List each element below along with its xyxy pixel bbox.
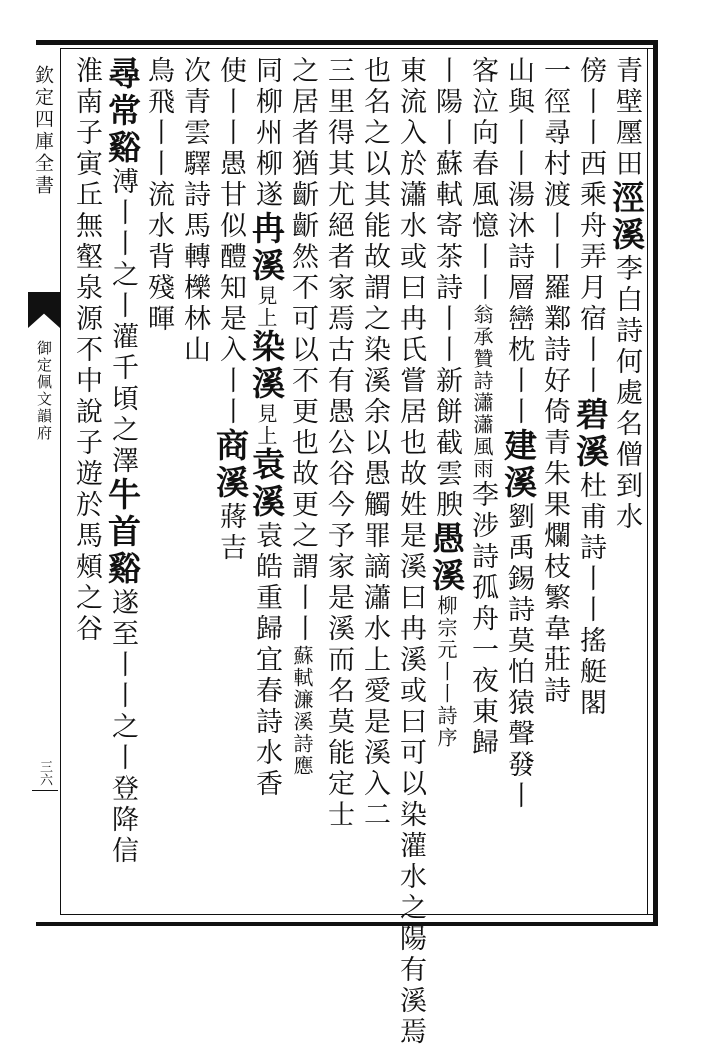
text-segment: 見上 bbox=[254, 285, 278, 329]
entry-heading: 愚溪 bbox=[427, 521, 466, 595]
text-segment: 丨陽丨蘇軾寄茶詩丨丨新餅截雲腴 bbox=[431, 56, 462, 521]
text-segment: 鳥飛丨丨流水背殘暉 bbox=[143, 56, 174, 335]
entry-heading: 建溪 bbox=[499, 428, 538, 502]
frame-top-rule bbox=[36, 40, 658, 45]
entry-heading: 涇溪 bbox=[607, 180, 646, 254]
text-segment: 見上 bbox=[254, 403, 278, 447]
text-segment: 客泣向春風憶丨丨 bbox=[467, 56, 498, 304]
entry-heading: 商溪 bbox=[211, 428, 250, 502]
frame-right-rule bbox=[653, 40, 658, 926]
text-segment: 青 bbox=[611, 56, 642, 87]
text-segment: 西乘舟弄月宿丨丨 bbox=[575, 149, 606, 397]
text-segment: 李涉詩孤舟一夜東歸 bbox=[467, 480, 498, 759]
text-segment: 中說子遊於馬頰之谷 bbox=[71, 366, 102, 645]
text-segment: 東流入於瀟水或曰冉氏嘗居也故姓是溪曰冉溪或曰可以染 bbox=[395, 56, 426, 831]
text-segment: 之居者猶齗齗然不可以不更也故更之謂丨丨 bbox=[287, 56, 318, 645]
frame-gutter-rule bbox=[60, 48, 61, 915]
text-segment: 同柳州柳 bbox=[251, 56, 282, 180]
frame-top-inner-rule bbox=[60, 48, 658, 49]
text-segment: 使丨丨愚 bbox=[215, 56, 246, 180]
entry-heading: 染溪 bbox=[247, 329, 286, 403]
text-segment: 㕓田 bbox=[611, 118, 642, 180]
text-segment: 甘似醴知是入丨丨 bbox=[215, 180, 246, 428]
text-segment: 翁承贊詩瀟瀟風雨 bbox=[470, 304, 494, 480]
text-segment: 袁皓重歸宜春詩水香 bbox=[251, 521, 282, 800]
frame-bottom-rule bbox=[36, 922, 658, 926]
text-segment: 壁 bbox=[611, 87, 642, 118]
text-segment: 蘇軾濂溪詩應 bbox=[290, 645, 314, 777]
text-segment: 朱果爛枝繁韋莊詩 bbox=[539, 459, 570, 707]
text-segment: 山與丨丨湯沐詩層巒枕丨丨 bbox=[503, 56, 534, 428]
text-segment: 杜甫詩丨丨搖艇閣 bbox=[575, 471, 606, 719]
text-segment: 三里得其尤絕者家焉古有愚公谷今予家是溪而名莫能定士 bbox=[323, 56, 354, 831]
text-segment: 也名之以其能故謂之染溪余以愚觸罪謫瀟水上愛是溪入二 bbox=[359, 56, 390, 831]
folio-number: 三六 bbox=[37, 760, 52, 786]
text-segment: 溥丨丨之丨灌千頃之澤 bbox=[107, 167, 138, 477]
text-segment: 次青雲驛詩馬轉櫟林山 bbox=[179, 56, 210, 366]
text-segment: 遂 bbox=[251, 180, 282, 211]
text-segment: 遂至丨丨之丨登降信 bbox=[107, 588, 138, 867]
text-segment: 蔣吉 bbox=[215, 502, 246, 564]
text-segment: 傍丨丨 bbox=[575, 56, 606, 149]
text-segment: 一徑尋村渡丨丨羅鄴詩好倚青 bbox=[539, 56, 570, 459]
folio-rule bbox=[32, 790, 58, 791]
text-segment: 劉禹錫詩莫怕猿聲發丨 bbox=[503, 502, 534, 812]
entry-heading: 袁溪 bbox=[247, 447, 286, 521]
entry-heading: 牛首谿 bbox=[103, 477, 142, 588]
text-segment: 淮南子寅丘無壑泉源不 bbox=[71, 56, 102, 366]
entry-heading: 冉溪 bbox=[247, 211, 286, 285]
text-segment: 柳宗元丨丨詩序 bbox=[434, 595, 458, 749]
entry-heading: 尋常谿 bbox=[103, 56, 142, 167]
text-column bbox=[64, 56, 108, 906]
book-title: 御定佩文韻府 bbox=[35, 340, 53, 442]
text-segment: 李白詩何處名僧到水 bbox=[611, 254, 642, 533]
text-segment: 灌水之陽有溪焉 bbox=[395, 831, 426, 1048]
frame-bottom-inner-rule bbox=[60, 914, 658, 915]
entry-heading: 碧溪 bbox=[571, 397, 610, 471]
collection-title: 欽定四庫全書 bbox=[32, 65, 54, 197]
